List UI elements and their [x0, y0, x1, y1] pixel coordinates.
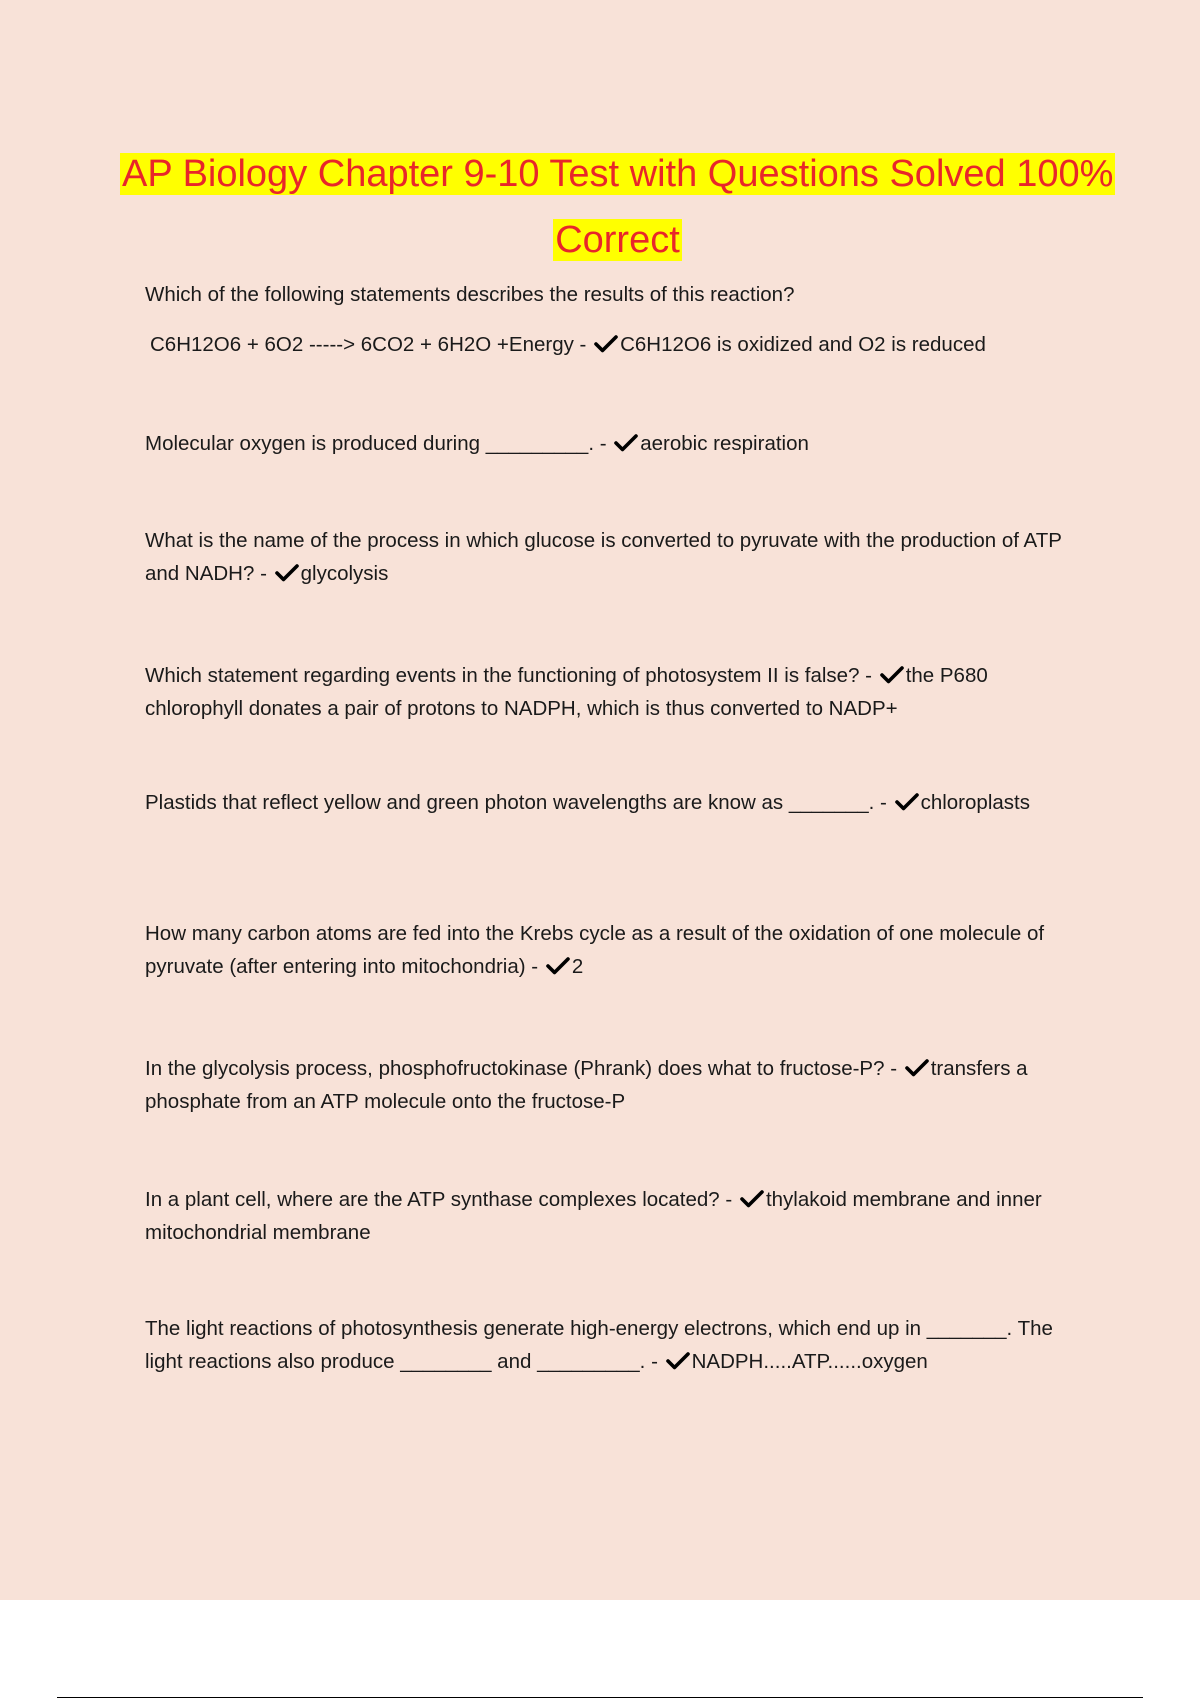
qa-item-3-question: What is the name of the process in which glucose is converted to pyruvate with the production of ATP and NADH? - — [145, 529, 1062, 585]
qa-item-5-question: Plastids that reflect yellow and green photon wavelengths are know as _______. - — [145, 791, 893, 814]
check-mark-icon — [880, 666, 904, 684]
qa-item-5-answer: chloroplasts — [920, 791, 1030, 814]
qa-item-1 — [150, 328, 1095, 361]
check-mark-icon — [614, 434, 638, 452]
qa-item-8-answer: thylakoid membrane and inner mitochondrial membrane — [145, 1188, 1042, 1244]
check-mark-icon — [275, 564, 299, 582]
check-mark-icon — [740, 1190, 764, 1208]
document-title: AP Biology Chapter 9-10 Test with Questions Solved 100% Correct — [122, 153, 1114, 261]
qa-item-7 — [145, 1052, 1090, 1118]
qa-item-4-question: Which statement regarding events in the functioning of photosystem II is false? - — [145, 664, 878, 687]
qa-item-6-answer: 2 — [571, 955, 584, 978]
qa-item-2-question: Molecular oxygen is produced during _________. - — [145, 432, 613, 455]
check-mark-icon — [594, 335, 618, 353]
qa-item-3-answer: glycolysis — [300, 562, 389, 585]
check-mark-icon — [895, 793, 919, 811]
qa-item-8-question: In a plant cell, where are the ATP synthase complexes located? - — [145, 1188, 738, 1211]
qa-item-4-answer: the P680 chlorophyll donates a pair of protons to NADPH, which is thus converted to NADP+ — [145, 664, 988, 720]
qa-item-1-question: Which of the following statements describes the results of this reaction? — [145, 283, 795, 306]
qa-item-9-question: The light reactions of photosynthesis generate high-energy electrons, which end up in _______. The light reactions also produce ________ and _________. - — [145, 1317, 1053, 1373]
qa-item-9-answer: NADPH.....ATP......oxygen — [691, 1350, 928, 1373]
qa-item-2 — [145, 427, 1090, 460]
qa-item-1-answer: C6H12O6 is oxidized and O2 is reduced — [620, 333, 986, 356]
qa-item-6 — [145, 917, 1090, 983]
check-mark-icon — [546, 957, 570, 975]
qa-item-4 — [145, 659, 1090, 725]
qa-item-5 — [145, 786, 1090, 819]
qa-item-6-question: How many carbon atoms are fed into the Krebs cycle as a result of the oxidation of one molecule of pyruvate (after entering into mitochondria) - — [145, 922, 1045, 978]
check-mark-icon — [905, 1059, 929, 1077]
qa-item-7-answer: transfers a phosphate from an ATP molecule onto the fructose-P — [145, 1057, 1028, 1113]
qa-item-1-equation: C6H12O6 + 6O2 -----> 6CO2 + 6H2O +Energy - — [150, 333, 593, 356]
title-block — [120, 145, 1115, 277]
qa-item-3 — [145, 524, 1090, 590]
qa-item-8 — [145, 1183, 1090, 1249]
qa-item-9 — [145, 1312, 1090, 1378]
check-mark-icon — [666, 1352, 690, 1370]
qa-item-7-question: In the glycolysis process, phosphofructokinase (Phrank) does what to fructose-P? - — [145, 1057, 903, 1080]
qa-item-2-answer: aerobic respiration — [640, 432, 809, 455]
footer-divider — [57, 1697, 1143, 1698]
